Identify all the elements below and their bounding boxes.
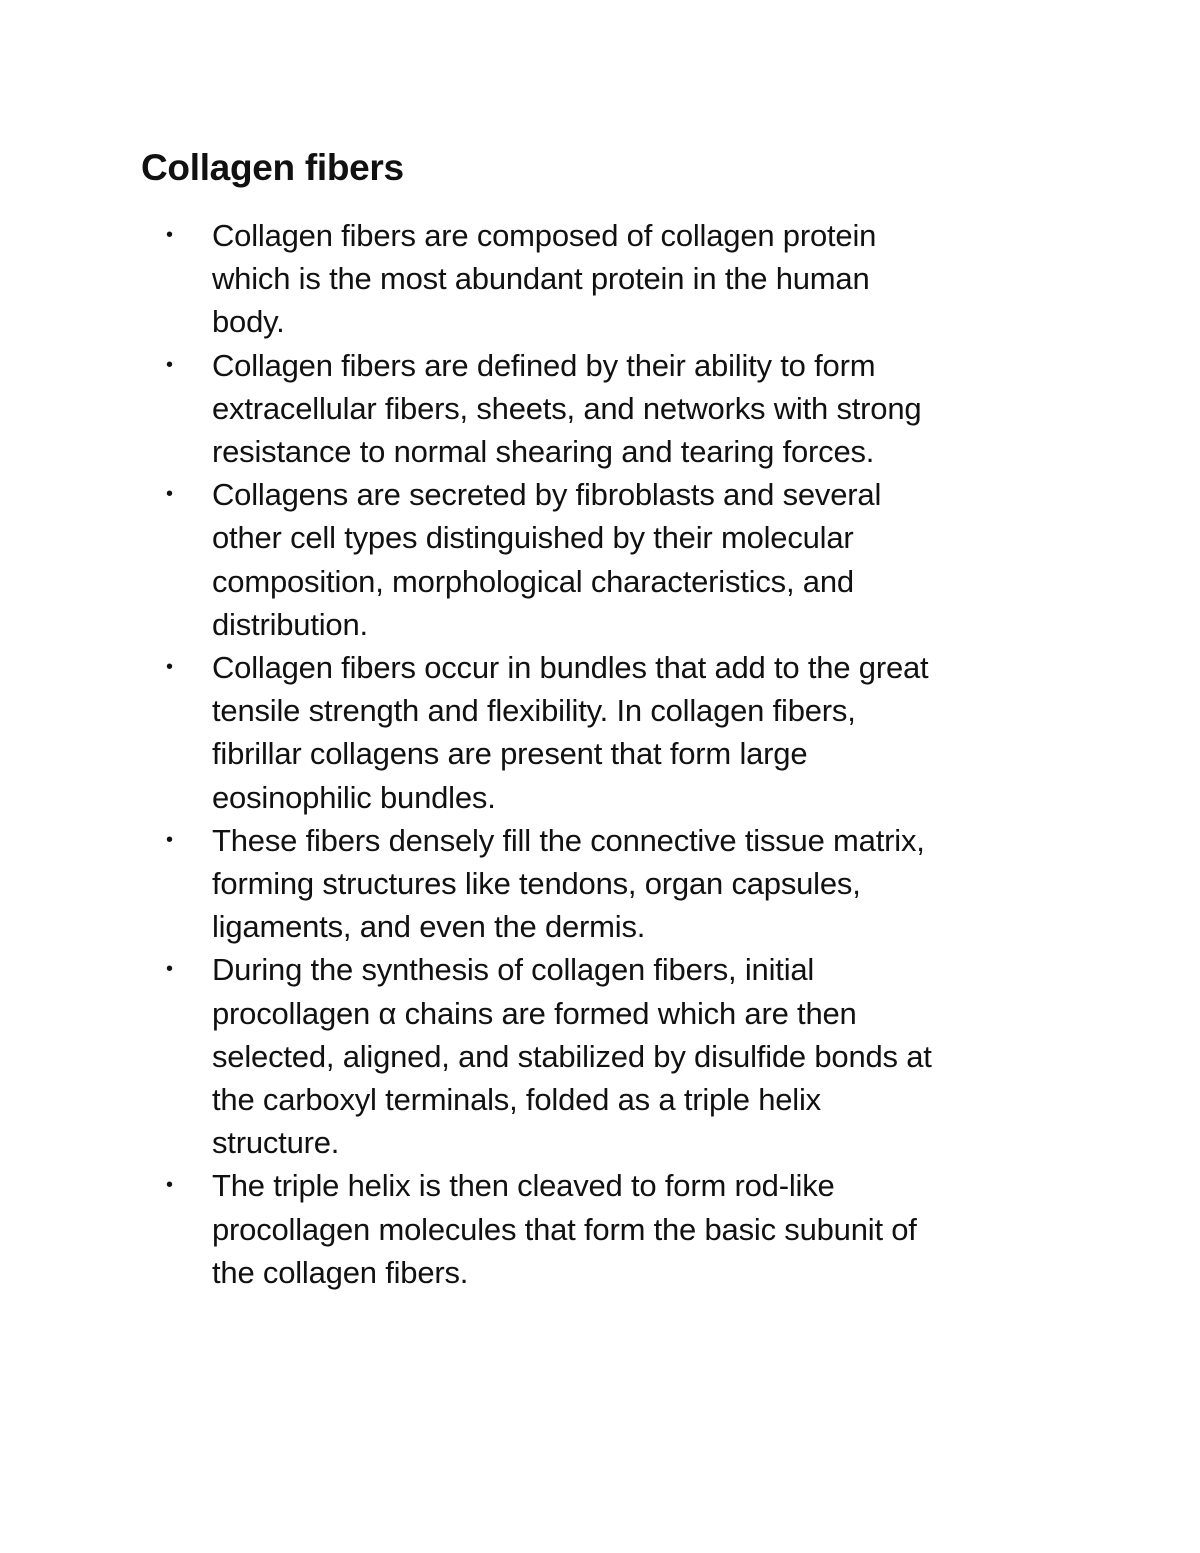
bullet-marker: • (166, 224, 173, 246)
bullet-marker: • (166, 958, 173, 981)
bullet-text-line: resistance to normal shearing and tearing forces. (212, 434, 875, 470)
bullet-text-line: forming structures like tendons, organ capsules, (212, 866, 861, 902)
list-item (0, 473, 1072, 646)
bullet-text-line: The triple helix is then cleaved to form rod-like (212, 1168, 835, 1204)
list-item (0, 1164, 1072, 1294)
bullet-text-line: selected, aligned, and stabilized by disulfide bonds at (212, 1038, 932, 1074)
bullet-text-line: eosinophilic bundles. (212, 779, 496, 815)
bullet-text-line: body. (212, 304, 285, 340)
bullet-text-line: which is the most abundant protein in the human (212, 261, 870, 297)
bullet-text-line: Collagen fibers are defined by their ability to form (212, 347, 876, 383)
bullet-text-line: Collagen fibers are composed of collagen protein (212, 218, 877, 253)
bullet-text-line: Collagens are secreted by fibroblasts and several (212, 477, 882, 513)
list-item (0, 948, 1072, 1164)
bullet-text-line: composition, morphological characteristics, and (212, 563, 854, 599)
bullet-text-line: These fibers densely fill the connective tissue matrix, (212, 822, 925, 858)
bullet-marker: • (166, 656, 173, 679)
bullet-marker: • (166, 353, 173, 376)
list-item (0, 646, 1072, 819)
bullet-text-line: Collagen fibers occur in bundles that add to the great (212, 650, 929, 686)
document-title: Collagen fibers (141, 147, 404, 188)
list-item (0, 344, 1072, 474)
bullet-marker: • (166, 828, 173, 851)
bullet-list (0, 214, 1200, 1294)
bullet-marker: • (166, 483, 173, 506)
bullet-text-line: procollagen α chains are formed which are then (212, 995, 857, 1031)
bullet-text-line: extracellular fibers, sheets, and networks with strong (212, 390, 922, 426)
bullet-text-line: distribution. (212, 606, 368, 642)
bullet-text-line: other cell types distinguished by their molecular (212, 520, 854, 556)
bullet-text-line: During the synthesis of collagen fibers, initial (212, 952, 815, 988)
bullet-text-line: the carboxyl terminals, folded as a triple helix (212, 1082, 821, 1118)
bullet-text-line: structure. (212, 1125, 340, 1161)
bullet-text-line: procollagen molecules that form the basic subunit of (212, 1211, 917, 1247)
list-item (0, 214, 1072, 344)
bullet-text-line: the collagen fibers. (212, 1254, 469, 1290)
bullet-marker: • (166, 1174, 173, 1197)
bullet-text-line: tensile strength and flexibility. In collagen fibers, (212, 693, 856, 729)
list-item (0, 819, 1072, 949)
bullet-text-line: ligaments, and even the dermis. (212, 909, 646, 945)
bullet-text-line: fibrillar collagens are present that form large (212, 736, 808, 772)
